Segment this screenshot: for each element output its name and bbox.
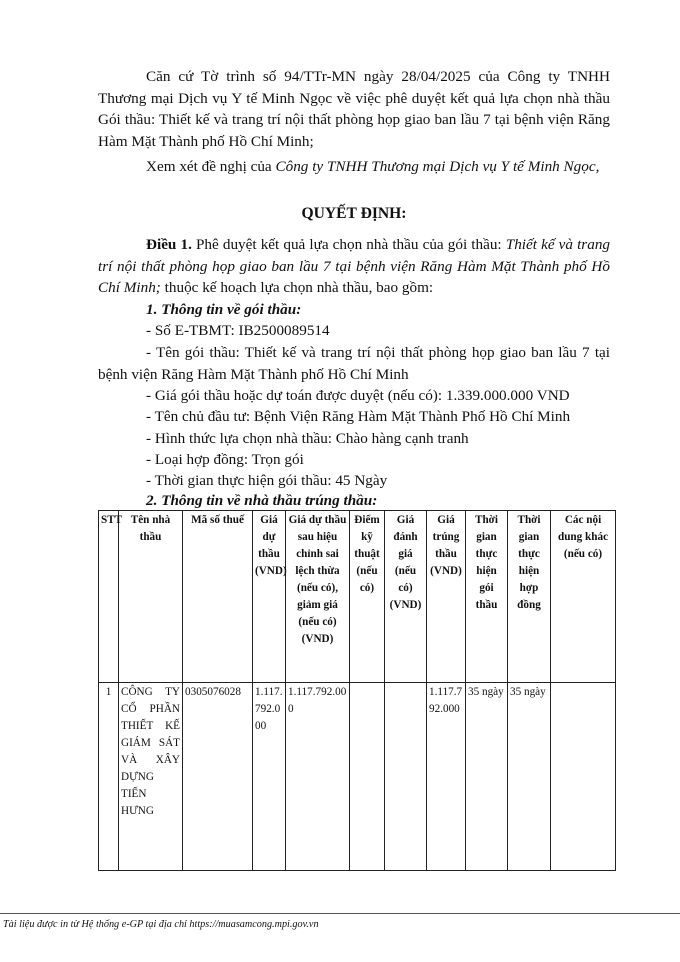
cell-contract-duration: 35 ngày xyxy=(508,683,551,871)
cell-evaluated-price xyxy=(385,683,427,871)
article-1-package-name: Thiết kế và trang trí nội thất phòng họp giao ban lầu 7 tại bệnh viện Răng Hàm Mặt Thành phố Hồ Chí Minh; xyxy=(98,236,611,297)
package-code-line: - Số E-TBMT: IB2500089514 xyxy=(146,322,330,339)
investor-line: - Tên chủ đầu tư: Bệnh Viện Răng Hàm Mặt Thành Phố Hồ Chí Minh xyxy=(146,408,571,425)
cell-award-price: 1.117.792.000 xyxy=(427,683,466,871)
footer-divider xyxy=(0,913,680,914)
contract-type-line: - Loại hợp đồng: Trọn gói xyxy=(146,451,304,468)
cell-technical-score xyxy=(350,683,385,871)
package-price-line: - Giá gói thầu hoặc dự toán được duyệt (nếu có): 1.339.000.000 VND xyxy=(146,387,570,404)
preamble-p2-company: Công ty TNHH Thương mại Dịch vụ Y tế Minh Ngọc, xyxy=(275,158,600,175)
cell-adjusted-price: 1.117.792.000 xyxy=(286,683,350,871)
duration-line: - Thời gian thực hiện gói thầu: 45 Ngày xyxy=(146,472,388,489)
preamble-paragraph-1: Căn cứ Tờ trình số 94/TTr-MN ngày 28/04/2025 của Công ty TNHH Thương mại Dịch vụ Y tế Minh Ngọc về việc phê duyệt kết quả lựa chọn nhà thầu Gói thầu: Thiết kế và trang trí nội thất phòng họp giao ban lầu 7 tại bệnh viện Răng Hàm Mặt Thành phố Hồ Chí Minh; xyxy=(98,68,610,150)
header-other-content: Các nội dung khác (nếu có) xyxy=(551,511,616,683)
cell-stt: 1 xyxy=(99,683,119,871)
header-tax-code: Mã số thuế xyxy=(183,511,253,683)
cell-bidder-name: CÔNG TY CỔ PHẦN THIẾT KẾ GIÁM SÁT VÀ XÂY DỰNG TIẾN HƯNG xyxy=(119,683,183,871)
section-1-heading: 1. Thông tin về gói thầu: xyxy=(146,301,302,318)
article-1-paragraph xyxy=(98,234,610,299)
header-award-price: Giá trúng thầu (VND) xyxy=(427,511,466,683)
article-1-label: Điều 1. xyxy=(146,236,192,253)
winning-bidder-table xyxy=(98,510,616,871)
table-row xyxy=(99,683,616,871)
cell-package-duration: 35 ngày xyxy=(466,683,508,871)
package-name-line: - Tên gói thầu: Thiết kế và trang trí nội thất phòng họp giao ban lầu 7 tại bệnh viện Răng Hàm Mặt Thành phố Hồ Chí Minh xyxy=(98,344,610,383)
cell-bid-price: 1.117.792.000 xyxy=(253,683,286,871)
footer-note: Tài liệu được in từ Hệ thống e-GP tại địa chỉ https://muasamcong.mpi.gov.vn xyxy=(3,919,319,930)
cell-tax-code: 0305076028 xyxy=(183,683,253,871)
header-technical-score: Điểm kỹ thuật (nếu có) xyxy=(350,511,385,683)
section-2-heading: 2. Thông tin về nhà thầu trúng thầu: xyxy=(146,492,378,509)
table-header-row xyxy=(99,511,616,683)
selection-method-line: - Hình thức lựa chọn nhà thầu: Chào hàng cạnh tranh xyxy=(146,430,469,447)
cell-other-content xyxy=(551,683,616,871)
header-contract-duration: Thời gian thực hiện hợp đồng xyxy=(508,511,551,683)
decision-title: QUYẾT ĐỊNH: xyxy=(301,205,407,222)
header-bidder-name: Tên nhà thầu xyxy=(119,511,183,683)
header-stt: STT xyxy=(99,511,119,683)
header-package-duration: Thời gian thực hiện gói thầu xyxy=(466,511,508,683)
article-1-text1: Phê duyệt kết quả lựa chọn nhà thầu của gói thầu: xyxy=(191,236,506,253)
header-bid-price: Giá dự thầu (VND) xyxy=(253,511,286,683)
header-adjusted-price: Giá dự thầu sau hiệu chỉnh sai lệch thừa (nếu có), giảm giá (nếu có) (VND) xyxy=(286,511,350,683)
preamble-p2-prefix: Xem xét đề nghị của xyxy=(146,158,276,175)
preamble-paragraph-2 xyxy=(98,156,610,178)
header-evaluated-price: Giá đánh giá (nếu có) (VND) xyxy=(385,511,427,683)
article-1-text2: thuộc kế hoạch lựa chọn nhà thầu, bao gồm: xyxy=(160,279,434,297)
